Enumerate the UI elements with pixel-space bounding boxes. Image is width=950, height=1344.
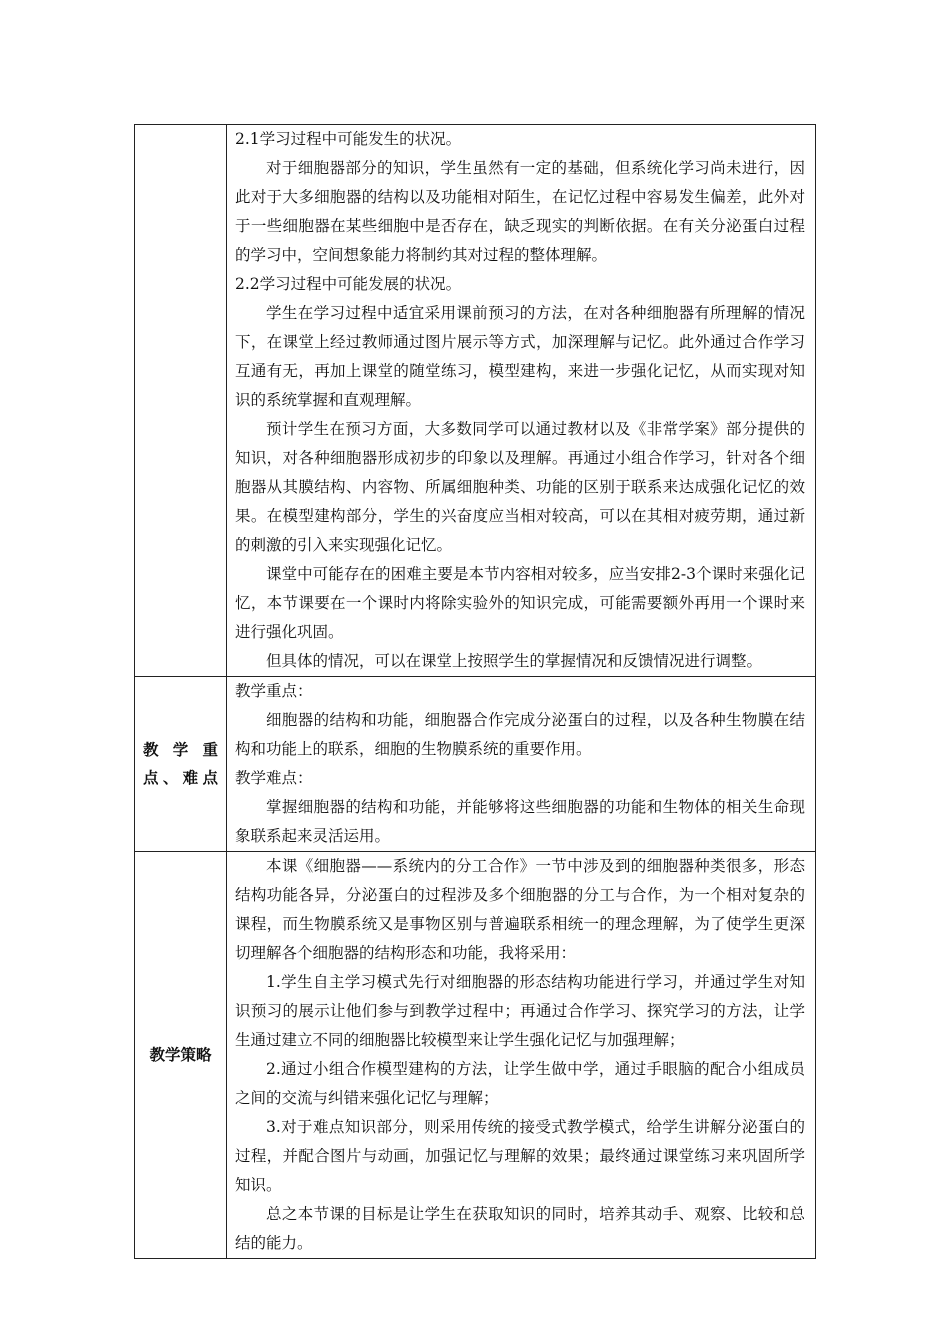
paragraph: 3.对于难点知识部分，则采用传统的接受式教学模式，给学生讲解分泌蛋白的过程，并配合图片与动画，加强记忆与理解的效果；最终通过课堂练习来巩固所学知识。 <box>235 1118 805 1194</box>
table-row-key-points <box>135 677 816 852</box>
subheading-possible-situations: 2.1学习过程中可能发生的状况。 <box>235 130 462 148</box>
subheading-difficult-points: 教学难点： <box>235 769 313 787</box>
paragraph: 2.通过小组合作模型建构的方法，让学生做中学，通过手眼脑的配合小组成员之间的交流与纠错来强化记忆与理解； <box>235 1060 805 1107</box>
row-label-empty <box>135 125 227 677</box>
paragraph: 对于细胞器部分的知识，学生虽然有一定的基础，但系统化学习尚未进行，因此对于大多细胞器的结构以及功能相对陌生，在记忆过程中容易发生偏差，此外对于一些细胞器在某些细胞中是否存在，缺乏现实的判断依据。在有关分泌蛋白过程的学习中，空间想象能力将制约其对过程的整体理解。 <box>235 159 805 264</box>
paragraph: 总之本节课的目标是让学生在获取知识的同时，培养其动手、观察、比较和总结的能力。 <box>235 1205 805 1252</box>
paragraph: 预计学生在预习方面，大多数同学可以通过教材以及《非常学案》部分提供的知识，对各种细胞器形成初步的印象以及理解。再通过小组合作学习，针对各个细胞器从其膜结构、内容物、所属细胞种类、功能的区别于联系来达成强化记忆的效果。在模型建构部分，学生的兴奋度应当相对较高，可以在其相对疲劳期，通过新的刺激的引入来实现强化记忆。 <box>235 420 805 554</box>
paragraph: 掌握细胞器的结构和功能，并能够将这些细胞器的功能和生物体的相关生命现象联系起来灵活运用。 <box>235 798 805 845</box>
teaching-strategy-cell <box>227 852 816 1259</box>
paragraph: 课堂中可能存在的困难主要是本节内容相对较多，应当安排2-3个课时来强化记忆，本节课要在一个课时内将除实验外的知识完成，可能需要额外再用一个课时来进行强化巩固。 <box>235 565 805 641</box>
row-label-key-difficult-points <box>135 677 227 852</box>
table-row-teaching-strategy <box>135 852 816 1259</box>
paragraph: 但具体的情况，可以在课堂上按照学生的掌握情况和反馈情况进行调整。 <box>266 652 763 670</box>
subheading-possible-development: 2.2学习过程中可能发展的状况。 <box>235 275 462 293</box>
lesson-plan-table <box>134 124 816 1259</box>
label-line: 教学重 <box>143 740 218 759</box>
paragraph: 1.学生自主学习模式先行对细胞器的形态结构功能进行学习，并通过学生对知识预习的展示让他们参与到教学过程中；再通过合作学习、探究学习的方法，让学生通过建立不同的细胞器比较模型来让学生强化记忆与加强理解； <box>235 973 805 1049</box>
key-points-cell <box>227 677 816 852</box>
row-label-teaching-strategy: 教学策略 <box>135 852 227 1259</box>
subheading-key-points: 教学重点： <box>235 682 313 700</box>
label-line: 点、难点 <box>143 768 218 787</box>
learning-situations-cell <box>227 125 816 677</box>
paragraph: 本课《细胞器——系统内的分工合作》一节中涉及到的细胞器种类很多，形态结构功能各异，分泌蛋白的过程涉及多个细胞器的分工与合作，为一个相对复杂的课程，而生物膜系统又是事物区别与普遍联系相统一的理念理解，为了使学生更深切理解各个细胞器的结构形态和功能，我将采用： <box>235 857 805 962</box>
paragraph: 学生在学习过程中适宜采用课前预习的方法，在对各种细胞器有所理解的情况下，在课堂上经过教师通过图片展示等方式，加深理解与记忆。此外通过合作学习互通有无，再加上课堂的随堂练习，模型建构，来进一步强化记忆，从而实现对知识的系统掌握和直观理解。 <box>235 304 805 409</box>
paragraph: 细胞器的结构和功能，细胞器合作完成分泌蛋白的过程，以及各种生物膜在结构和功能上的联系，细胞的生物膜系统的重要作用。 <box>235 711 805 758</box>
table-row-learning-situations <box>135 125 816 677</box>
